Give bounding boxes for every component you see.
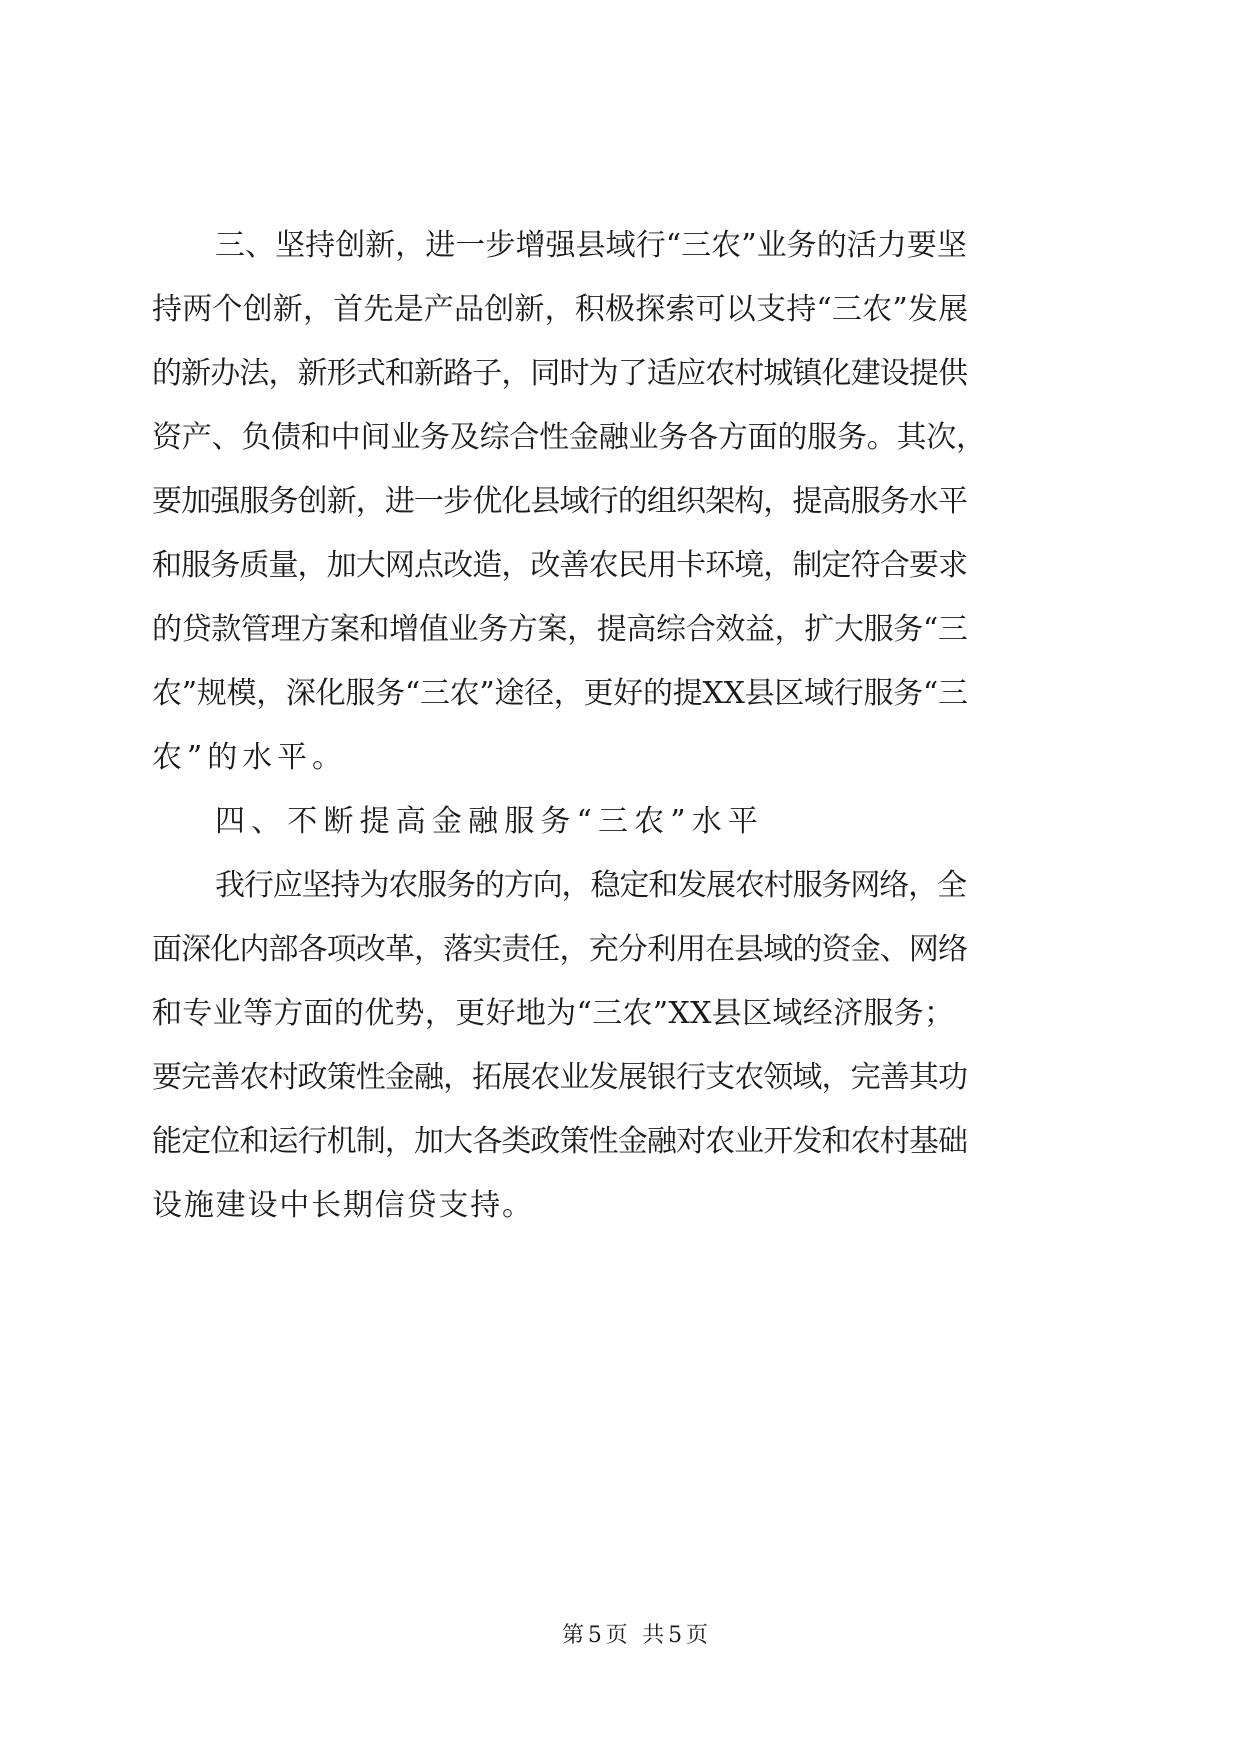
text-line (0, 802, 1241, 842)
text-line (0, 290, 1241, 330)
text-line (0, 482, 1241, 522)
paragraph-3-heading-text: 三、坚持创新，进一步增强县域行“三农”业务的活力要坚 (215, 228, 967, 263)
text-line (0, 354, 1241, 394)
page-footer (0, 1620, 1241, 1652)
body-text: 要加强服务创新，进一步优化县域行的组织架构，提高服务水平 (152, 484, 968, 519)
body-text: 农”的水平。 (152, 740, 347, 775)
text-line (0, 674, 1241, 714)
page-number-label: 第5页 共5页 (562, 1623, 712, 1648)
body-text: 的新办法，新形式和新路子，同时为了适应农村城镇化建设提供 (152, 356, 968, 391)
text-line (0, 930, 1241, 970)
body-text: 和服务质量，加大网点改造，改善农民用卡环境，制定符合要求 (152, 548, 968, 583)
text-line (0, 418, 1241, 458)
text-line (0, 1122, 1241, 1162)
body-text: 面深化内部各项改革，落实责任，充分利用在县域的资金、网络 (152, 932, 968, 967)
text-line (0, 1186, 1241, 1226)
body-text: 的贷款管理方案和增值业务方案，提高综合效益，扩大服务“三 (152, 612, 968, 647)
body-text: 能定位和运行机制，加大各类政策性金融对农业开发和农村基础 (152, 1124, 968, 1159)
text-line (0, 546, 1241, 586)
body-text: 我行应坚持为农服务的方向，稳定和发展农村服务网络，全 (215, 868, 966, 903)
body-text: 持两个创新，首先是产品创新，积极探索可以支持“三农”发展 (152, 292, 969, 327)
body-text: 资产、负债和中间业务及综合性金融业务各方面的服务。其次， (152, 420, 986, 455)
body-text: 设施建设中长期信贷支持。 (152, 1188, 534, 1223)
body-text: 要完善农村政策性金融，拓展农业发展银行支农领域，完善其功 (152, 1060, 968, 1095)
body-text: 和专业等方面的优势，更好地为“三农”XX县区域经济服务； (152, 996, 955, 1031)
body-text: 农”规模，深化服务“三农”途径，更好的提XX县区域行服务“三 (152, 676, 968, 711)
text-line (0, 1058, 1241, 1098)
text-line (0, 610, 1241, 650)
section-4-heading: 四、不断提高金融服务“三农”水平 (215, 804, 765, 839)
text-line (0, 226, 1241, 266)
text-line (0, 738, 1241, 778)
text-line (0, 994, 1241, 1034)
text-line (0, 866, 1241, 906)
